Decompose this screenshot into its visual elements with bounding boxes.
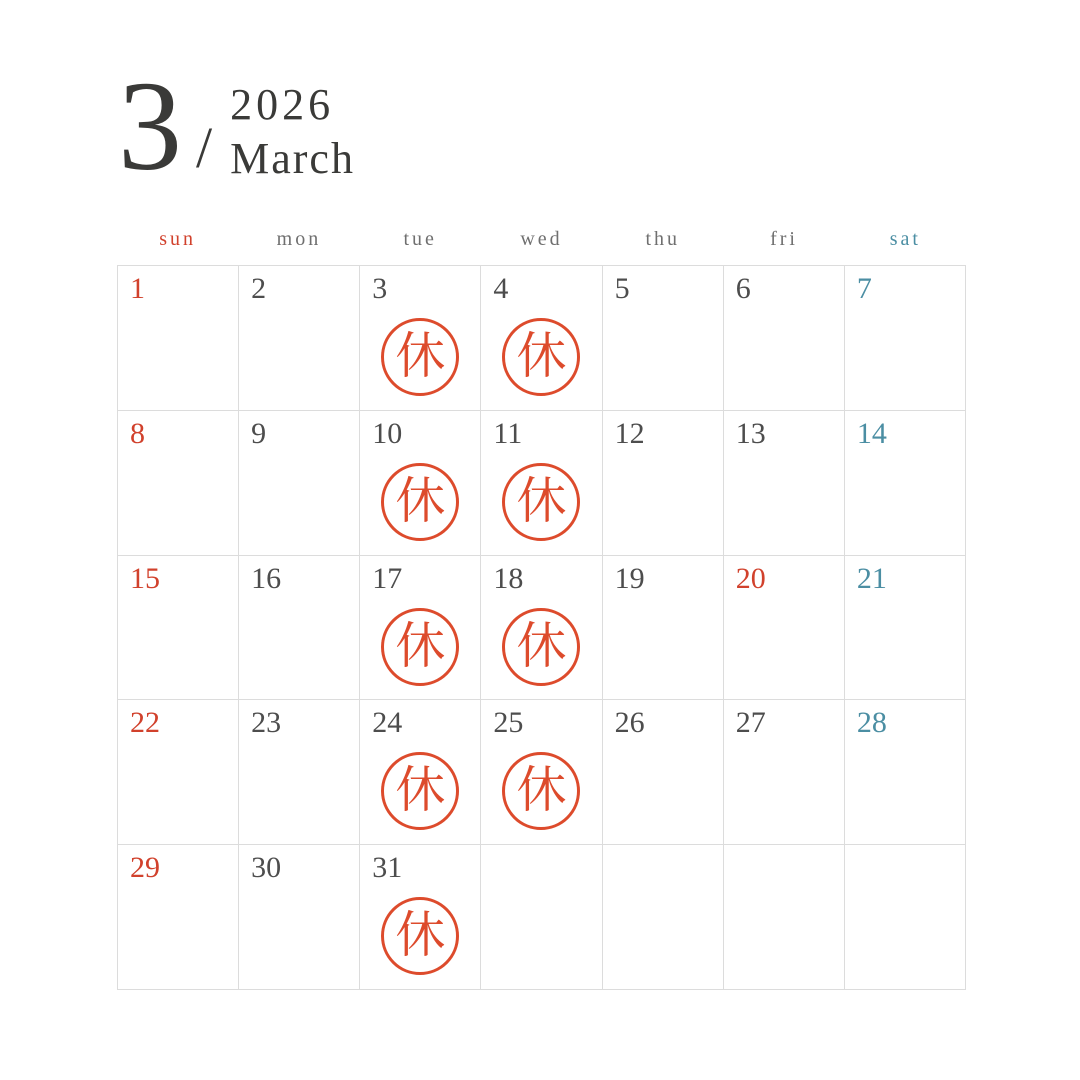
calendar-cell[interactable] [118, 845, 239, 990]
day-number: 5 [614, 272, 630, 305]
calendar-cell[interactable] [845, 266, 966, 411]
calendar-cell[interactable] [481, 266, 602, 411]
day-number: 25 [493, 706, 524, 740]
weekday-label-sat: sat [889, 228, 921, 250]
closed-stamp-label: 休 [516, 471, 567, 530]
calendar-cell[interactable] [603, 411, 724, 556]
calendar-cell[interactable] [481, 556, 602, 701]
day-number: 31 [372, 851, 403, 885]
weekday-label-wed: wed [520, 228, 563, 250]
calendar-cell-empty [724, 845, 845, 990]
day-number: 3 [372, 272, 388, 305]
closed-stamp-icon [502, 752, 580, 830]
calendar-cell[interactable] [118, 700, 239, 845]
closed-stamp-label: 休 [395, 906, 446, 965]
month-number: 3 [118, 55, 182, 197]
day-number: 9 [251, 416, 267, 450]
day-number: 24 [372, 706, 403, 740]
calendar-cell[interactable] [603, 700, 724, 845]
calendar-cell[interactable] [239, 556, 360, 701]
weekday-label-mon: mon [276, 228, 322, 250]
weekday-label-tue: tue [403, 228, 437, 250]
closed-stamp-icon [381, 608, 459, 686]
calendar-cell[interactable] [118, 556, 239, 701]
closed-stamp-label: 休 [516, 616, 567, 675]
day-number: 8 [130, 416, 145, 450]
closed-stamp-icon [502, 318, 580, 396]
month-name-label: March [230, 133, 355, 183]
day-number: 10 [372, 416, 403, 450]
weekday-label-thu: thu [645, 228, 681, 250]
year-label: 2026 [230, 80, 335, 129]
day-number: 22 [130, 706, 160, 740]
calendar-header [118, 55, 355, 197]
calendar-cell[interactable] [118, 411, 239, 556]
day-number: 23 [251, 706, 282, 740]
calendar-cell-empty [603, 845, 724, 990]
day-number: 30 [251, 851, 282, 885]
day-number: 6 [735, 272, 751, 305]
day-number: 17 [372, 561, 403, 595]
day-number: 19 [614, 561, 645, 595]
calendar-cell[interactable] [360, 411, 481, 556]
day-number: 7 [856, 272, 872, 305]
day-number: 28 [856, 706, 887, 740]
calendar-cell[interactable] [239, 700, 360, 845]
calendar-cell[interactable] [360, 556, 481, 701]
day-number: 12 [614, 416, 645, 450]
calendar-cell[interactable] [845, 411, 966, 556]
closed-stamp-label: 休 [516, 761, 567, 820]
calendar-grid [117, 265, 966, 990]
day-number: 26 [614, 706, 645, 740]
calendar-cell[interactable] [118, 266, 239, 411]
closed-stamp-icon [381, 463, 459, 541]
closed-stamp-label: 休 [395, 761, 446, 820]
calendar-cell-empty [481, 845, 602, 990]
day-number: 4 [493, 272, 509, 305]
year-month-block [230, 80, 355, 185]
calendar-cell[interactable] [481, 700, 602, 845]
closed-stamp-label: 休 [395, 471, 446, 530]
day-number: 13 [735, 416, 766, 450]
weekday-label-fri: fri [770, 228, 798, 250]
calendar-cell[interactable] [360, 845, 481, 990]
calendar-cell[interactable] [845, 700, 966, 845]
calendar-cell[interactable] [360, 700, 481, 845]
closed-stamp-icon [502, 463, 580, 541]
calendar-cell[interactable] [603, 266, 724, 411]
calendar-cell[interactable] [360, 266, 481, 411]
closed-stamp-icon [381, 897, 459, 975]
day-number: 1 [130, 272, 145, 305]
day-number: 15 [130, 561, 160, 595]
day-number: 21 [856, 561, 887, 595]
calendar-cell[interactable] [845, 556, 966, 701]
day-number: 29 [130, 851, 160, 885]
day-number: 11 [493, 416, 523, 450]
calendar-cell[interactable] [724, 700, 845, 845]
closed-stamp-icon [381, 752, 459, 830]
day-number: 20 [735, 561, 766, 595]
day-number: 18 [493, 561, 524, 595]
closed-stamp-label: 休 [395, 616, 446, 675]
calendar-cell[interactable] [239, 845, 360, 990]
calendar-cell[interactable] [724, 411, 845, 556]
calendar-cell[interactable] [239, 411, 360, 556]
closed-stamp-label: 休 [395, 327, 446, 385]
weekday-label-sun: sun [159, 228, 197, 250]
closed-stamp-icon [502, 608, 580, 686]
calendar-cell[interactable] [724, 266, 845, 411]
day-number: 27 [735, 706, 766, 740]
calendar-cell[interactable] [239, 266, 360, 411]
header-separator: / [196, 115, 213, 180]
calendar-cell[interactable] [481, 411, 602, 556]
calendar-cell[interactable] [603, 556, 724, 701]
calendar-cell[interactable] [724, 556, 845, 701]
day-number: 14 [856, 416, 887, 450]
closed-stamp-icon [381, 318, 459, 396]
day-number: 2 [251, 272, 267, 305]
closed-stamp-label: 休 [516, 327, 567, 385]
weekday-header-row [117, 228, 966, 251]
day-number: 16 [251, 561, 282, 595]
calendar-cell-empty [845, 845, 966, 990]
